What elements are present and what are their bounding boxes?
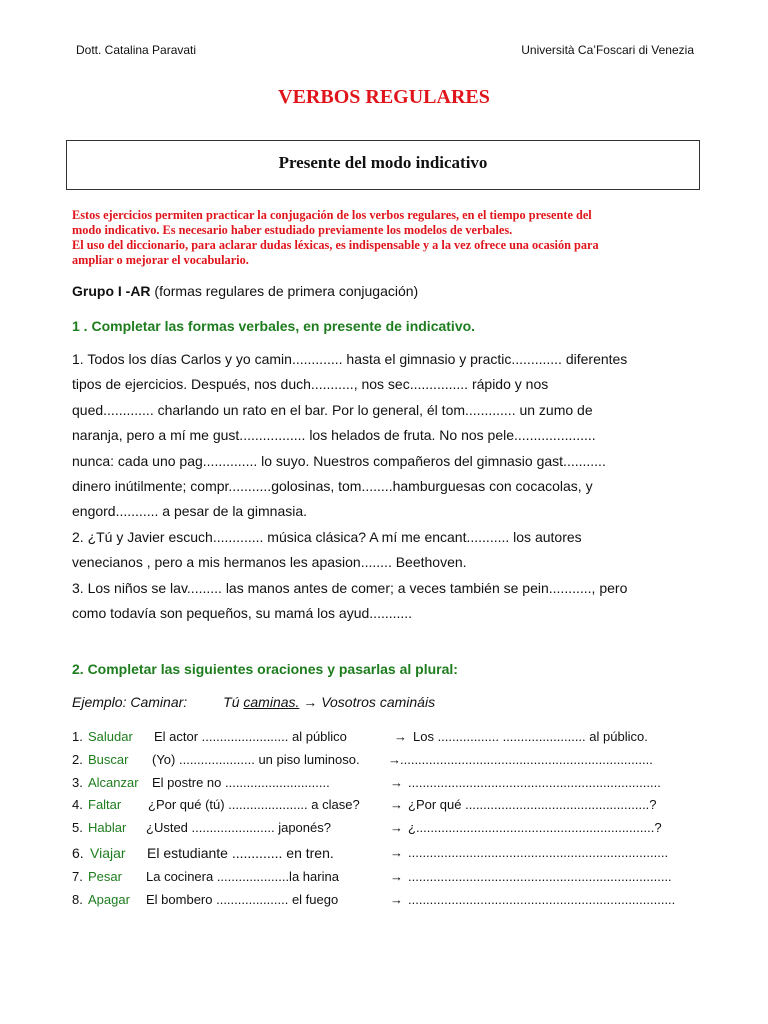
exercise1-heading: 1 . Completar las formas verbales, en presente de indicativo. (72, 318, 476, 334)
item-verb: Alcanzar (88, 775, 139, 790)
exercise2-heading: 2. Completar las siguientes oraciones y pasarlas al plural: (72, 661, 458, 677)
exercise1-line: 3. Los niños se lav......... las manos antes de comer; a veces también se pein..........., pero (72, 579, 628, 596)
intro-line: ampliar o mejorar el vocabulario. (72, 253, 249, 267)
item-sentence: El bombero .................... el fuego (146, 892, 339, 907)
exercise1-line: 2. ¿Tú y Javier escuch............. música clásica? A mí me encant........... los autores (72, 528, 582, 545)
item-verb: Saludar (88, 729, 133, 744)
item-number: 7. (72, 869, 83, 884)
arrow-icon: → (390, 820, 403, 835)
item-plural: ...................................................................... (400, 752, 653, 767)
item-number: 5. (72, 820, 83, 835)
item-plural: ......................................................................... (408, 869, 672, 884)
item-sentence: La cocinera ....................la harina (146, 869, 339, 884)
exercise1-line: naranja, pero a mí me gust................. los helados de fruta. No nos pele..................... (72, 427, 596, 444)
arrow-icon: → (390, 775, 403, 790)
item-sentence: El actor ........................ al público (154, 729, 347, 744)
item-number: 3. (72, 775, 83, 790)
intro-line: El uso del diccionario, para aclarar dudas léxicas, es indispensable y a la vez ofrece una ocasión para (72, 238, 599, 252)
grupo-desc: (formas regulares de primera conjugación) (150, 283, 419, 299)
exercise1-line: como todavía son pequeños, su mamá los ayud........... (72, 605, 413, 622)
item-sentence: (Yo) ..................... un piso luminoso. (152, 752, 360, 767)
item-number: 1. (72, 729, 83, 744)
item-verb: Hablar (88, 820, 127, 835)
page-title: VERBOS REGULARES (278, 86, 490, 108)
example-line (72, 694, 435, 710)
item-verb: Faltar (88, 797, 122, 812)
intro-line: modo indicativo. Es necesario haber estudiado previamente los modelos de verbales. (72, 223, 513, 237)
item-sentence: ¿Por qué (tú) ...................... a clase? (148, 797, 360, 812)
item-plural: Los ................. ....................... al público. (413, 729, 648, 744)
example-tu: Tú (223, 694, 244, 710)
item-verb: Buscar (88, 752, 129, 767)
item-number: 6. (72, 845, 84, 861)
grupo-label: Grupo I -AR (72, 283, 151, 299)
arrow-icon: → (390, 892, 403, 907)
arrow-icon: → (390, 845, 403, 860)
item-verb: Apagar (88, 892, 130, 907)
item-number: 2. (72, 752, 83, 767)
example-prefix: Ejemplo: Caminar: (72, 694, 188, 710)
subtitle: Presente del modo indicativo (278, 153, 488, 172)
item-plural: ...................................................................... (408, 775, 661, 790)
item-plural: ¿Por qué ...................................................? (408, 797, 657, 812)
item-plural: .......................................................................... (408, 892, 676, 907)
intro-line: Estos ejercicios permiten practicar la conjugación de los verbos regulares, en el tiempo presente del (72, 208, 592, 222)
exercise1-line: nunca: cada uno pag.............. lo suyo. Nuestros compañeros del gimnasio gast........... (72, 452, 606, 469)
exercise1-text (72, 347, 702, 626)
exercise1-line: dinero inútilmente; compr...........golosinas, tom........hamburguesas con cocacolas, y (72, 478, 593, 495)
item-sentence: El postre no ............................. (152, 775, 330, 790)
item-verb: Viajar (90, 845, 126, 861)
grupo-heading (72, 283, 418, 299)
arrow-icon: → (394, 729, 407, 744)
exercise1-line: 1. Todos los días Carlos y yo camin............. hasta el gimnasio y practic............. diferentes (72, 351, 628, 367)
arrow-icon: → (390, 869, 403, 884)
exercise1-line: tipos de ejercicios. Después, nos duch..........., nos sec............... rápido y nos (72, 376, 549, 393)
exercise1-line: venecianos , pero a mis hermanos les apasion........ Beethoven. (72, 554, 467, 571)
item-sentence: ¿Usted ....................... japonés? (146, 820, 331, 835)
item-plural: ¿..................................................................? (408, 820, 662, 835)
header-author: Dott. Catalina Paravati (76, 43, 197, 57)
exercise1-line: qued............. charlando un rato en el bar. Por lo general, él tom............. un zumo de (72, 401, 593, 418)
example-caminas: caminas. (243, 694, 300, 710)
example-vosotros: Vosotros camináis (321, 694, 436, 710)
intro-text (72, 208, 692, 268)
header-university: Università Ca’Foscari di Venezia (521, 43, 694, 57)
exercise1-line: engord........... a pesar de la gimnasia. (72, 503, 308, 520)
item-number: 4. (72, 797, 83, 812)
arrow-icon: → (390, 797, 403, 812)
item-verb: Pesar (88, 869, 122, 884)
arrow-icon: → (299, 694, 322, 710)
item-number: 8. (72, 892, 83, 907)
arrow-icon: → (388, 752, 401, 767)
item-sentence: El estudiante ............. en tren. (147, 845, 334, 861)
item-plural: ........................................................................ (408, 845, 669, 860)
